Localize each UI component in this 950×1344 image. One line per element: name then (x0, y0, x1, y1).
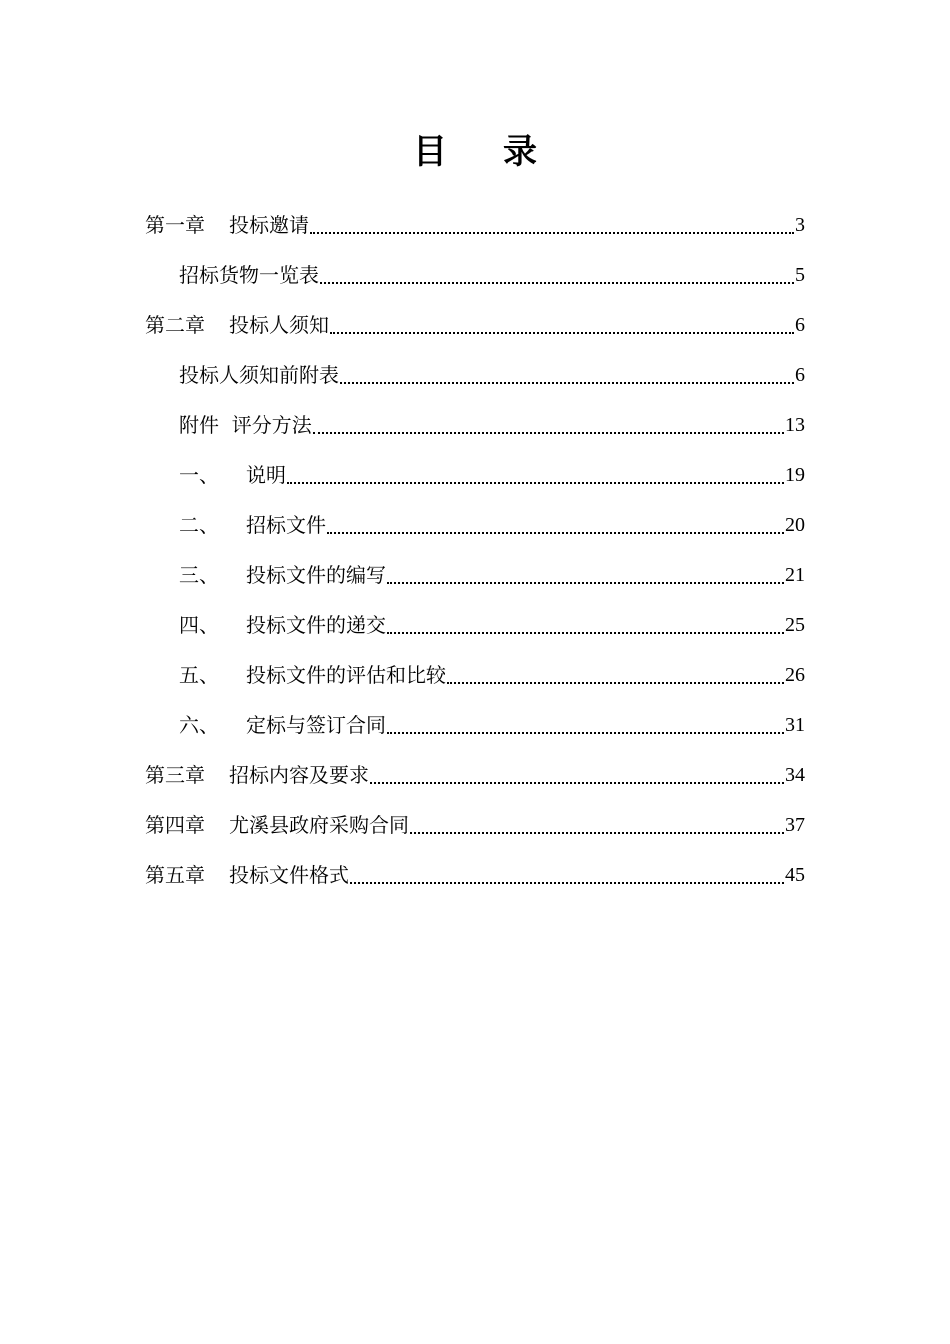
toc-entry-label: 投标邀请 (229, 213, 309, 237)
toc-entry-number: 三、 (179, 563, 219, 587)
toc-leader-dots (320, 250, 794, 300)
toc-title-char-2: 录 (503, 132, 537, 172)
toc-entry-number: 第三章 (145, 763, 205, 787)
toc-entry-section-3[interactable] (179, 550, 805, 600)
toc-entry-label: 投标人须知 (229, 313, 329, 337)
toc-entry-section-1[interactable] (179, 450, 805, 500)
toc-entry-bidder-instructions-table[interactable] (179, 350, 805, 400)
toc-entry-page: 6 (795, 314, 805, 336)
toc-entry-label: 投标文件的评估和比较 (246, 663, 446, 687)
toc-entry-chapter-5[interactable] (145, 850, 805, 900)
toc-leader-dots (447, 650, 784, 700)
toc-entry-number: 二、 (179, 513, 219, 537)
toc-leader-dots (387, 550, 784, 600)
toc-entry-chapter-3[interactable] (145, 750, 805, 800)
toc-entry-page: 31 (785, 714, 805, 736)
toc-leader-dots (340, 350, 794, 400)
toc-entry-page: 26 (785, 664, 805, 686)
toc-entry-chapter-4[interactable] (145, 800, 805, 850)
toc-entry-label: 说明 (246, 463, 286, 487)
toc-leader-dots (330, 300, 794, 350)
toc-leader-dots (387, 600, 784, 650)
toc-entry-page: 25 (785, 614, 805, 636)
toc-entry-goods-list[interactable] (179, 250, 805, 300)
toc-entry-label: 附件 评分方法 (179, 413, 312, 437)
toc-entry-section-5[interactable] (179, 650, 805, 700)
toc-entry-page: 6 (795, 364, 805, 386)
toc-leader-dots (387, 700, 784, 750)
toc-entry-page: 20 (785, 514, 805, 536)
toc-entry-page: 5 (795, 264, 805, 286)
toc-leader-dots (310, 200, 794, 250)
toc-entry-page: 45 (785, 864, 805, 886)
toc-entry-label: 投标文件的递交 (246, 613, 386, 637)
toc-title-char-1: 目 (413, 132, 447, 172)
toc-entry-number: 第二章 (145, 313, 205, 337)
toc-entry-page: 34 (785, 764, 805, 786)
toc-entry-page: 13 (785, 414, 805, 436)
toc-entry-number: 五、 (179, 663, 219, 687)
toc-entry-label: 定标与签订合同 (246, 713, 386, 737)
toc-entry-number: 第一章 (145, 213, 205, 237)
toc-entry-label: 招标文件 (246, 513, 326, 537)
toc-entry-label: 投标文件的编写 (246, 563, 386, 587)
toc-leader-dots (287, 450, 784, 500)
toc-entry-section-4[interactable] (179, 600, 805, 650)
toc-entry-label: 尤溪县政府采购合同 (229, 813, 409, 837)
toc-entry-chapter-2[interactable] (145, 300, 805, 350)
toc-entry-number: 第五章 (145, 863, 205, 887)
toc-entry-section-6[interactable] (179, 700, 805, 750)
toc-leader-dots (370, 750, 784, 800)
toc-entry-page: 37 (785, 814, 805, 836)
toc-leader-dots (350, 850, 784, 900)
toc-entry-number: 六、 (179, 713, 219, 737)
toc-entry-page: 19 (785, 464, 805, 486)
toc-entry-chapter-1[interactable] (145, 200, 805, 250)
toc-entry-label: 投标文件格式 (229, 863, 349, 887)
toc-entry-number: 一、 (179, 463, 219, 487)
toc-entry-number: 第四章 (145, 813, 205, 837)
toc-entry-section-2[interactable] (179, 500, 805, 550)
toc-title (0, 128, 950, 176)
toc-entry-label: 招标货物一览表 (179, 263, 319, 287)
toc-leader-dots (327, 500, 784, 550)
toc-entry-page: 3 (795, 214, 805, 236)
toc-entry-scoring-method[interactable] (179, 400, 805, 450)
toc-entry-label: 招标内容及要求 (229, 763, 369, 787)
toc-entry-label: 投标人须知前附表 (179, 363, 339, 387)
toc-entry-page: 21 (785, 564, 805, 586)
toc-leader-dots (313, 400, 784, 450)
toc-entry-number: 四、 (179, 613, 219, 637)
toc-leader-dots (410, 800, 784, 850)
